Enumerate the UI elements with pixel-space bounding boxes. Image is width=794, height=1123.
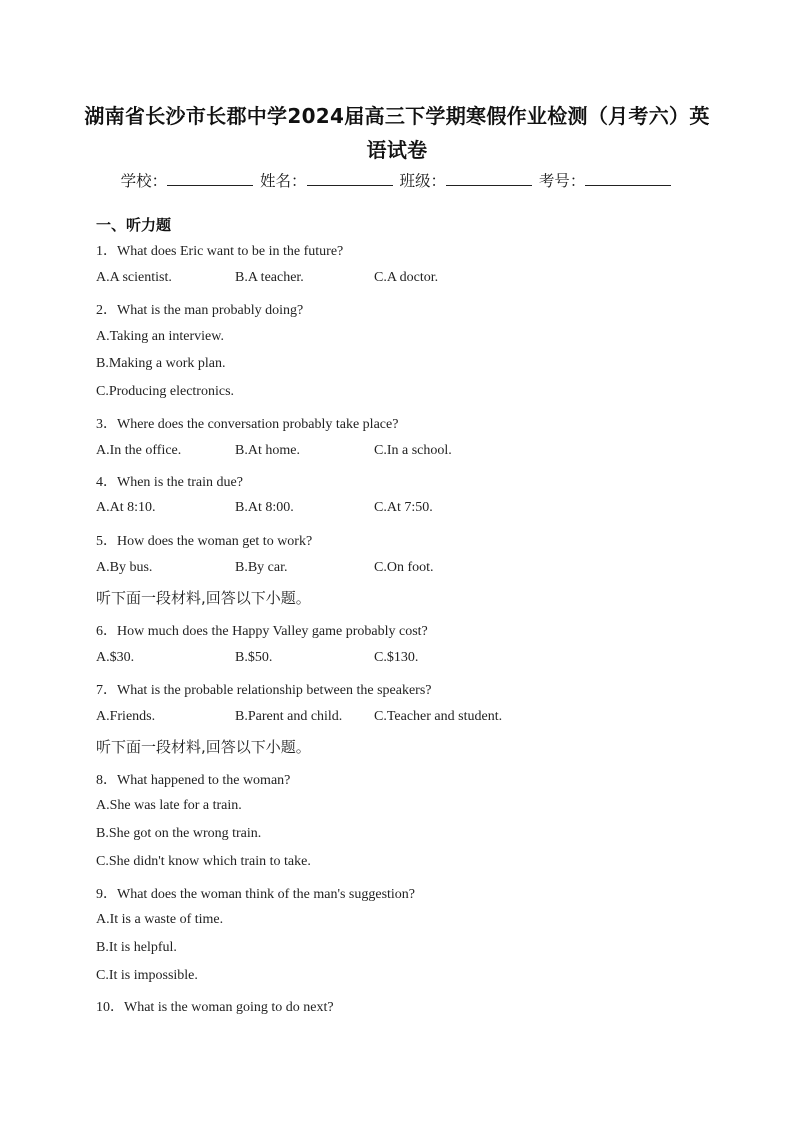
q3-option-b[interactable]: B.At home.	[235, 443, 300, 458]
q3-option-c[interactable]: C.In a school.	[374, 443, 452, 458]
q9-option-a[interactable]: A.It is a waste of time.	[96, 912, 224, 927]
q8-option-a[interactable]: A.She was late for a train.	[96, 798, 242, 813]
question-8: 8．What happened to the woman?	[96, 773, 291, 788]
q1-option-a[interactable]: A.A scientist.	[96, 270, 172, 285]
q9-option-c[interactable]: C.It is impossible.	[96, 968, 198, 983]
number-label: 考号：	[538, 172, 586, 190]
school-label: 学校：	[120, 172, 168, 190]
class-blank[interactable]	[446, 175, 532, 186]
section-heading-listening: 一、听力题	[96, 216, 172, 234]
number-blank[interactable]	[585, 175, 671, 186]
q7-option-a[interactable]: A.Friends.	[96, 709, 156, 724]
class-label: 班级：	[399, 172, 446, 190]
q6-option-c[interactable]: C.$130.	[374, 650, 419, 665]
question-3: 3．Where does the conversation probably take place?	[96, 417, 399, 432]
q2-option-b[interactable]: B.Making a work plan.	[96, 356, 226, 371]
question-1-options	[96, 270, 438, 286]
school-blank[interactable]	[167, 175, 253, 186]
question-7-options	[96, 709, 502, 725]
q1-option-b[interactable]: B.A teacher.	[235, 270, 304, 285]
q8-option-c[interactable]: C.She didn't know which train to take.	[96, 854, 311, 869]
exam-title-line2: 语试卷	[366, 138, 428, 162]
q8-option-b[interactable]: B.She got on the wrong train.	[96, 826, 262, 841]
question-3-options	[96, 443, 452, 459]
q3-option-a[interactable]: A.In the office.	[96, 443, 182, 458]
q5-option-c[interactable]: C.On foot.	[374, 560, 434, 575]
name-label: 姓名：	[260, 172, 307, 190]
q6-option-a[interactable]: A.$30.	[96, 650, 135, 665]
question-4: 4．When is the train due?	[96, 475, 243, 490]
q4-option-c[interactable]: C.At 7:50.	[374, 500, 433, 515]
question-10: 10．What is the woman going to do next?	[96, 1000, 334, 1015]
question-1: 1．What does Eric want to be in the future?	[96, 244, 344, 259]
question-7: 7．What is the probable relationship between the speakers?	[96, 683, 432, 698]
q9-option-b[interactable]: B.It is helpful.	[96, 940, 177, 955]
q4-option-a[interactable]: A.At 8:10.	[96, 500, 156, 515]
question-9: 9．What does the woman think of the man's suggestion?	[96, 887, 416, 902]
q7-option-b[interactable]: B.Parent and child.	[235, 709, 343, 724]
q2-option-a[interactable]: A.Taking an interview.	[96, 329, 224, 344]
q2-option-c[interactable]: C.Producing electronics.	[96, 384, 235, 399]
exam-title-line1: 湖南省长沙市长郡中学2024届高三下学期寒假作业检测（月考六）英	[84, 104, 710, 128]
q5-option-a[interactable]: A.By bus.	[96, 560, 153, 575]
q6-option-b[interactable]: B.$50.	[235, 650, 273, 665]
q1-option-c[interactable]: C.A doctor.	[374, 270, 439, 285]
listening-instruction-2: 听下面一段材料,回答以下小题。	[96, 738, 311, 756]
question-4-options	[96, 500, 433, 516]
name-blank[interactable]	[307, 175, 393, 186]
q4-option-b[interactable]: B.At 8:00.	[235, 500, 294, 515]
student-info-line	[0, 169, 794, 191]
question-6: 6．How much does the Happy Valley game probably cost?	[96, 624, 428, 639]
question-5-options	[96, 560, 434, 576]
question-5: 5．How does the woman get to work?	[96, 534, 313, 549]
exam-title	[80, 99, 714, 167]
question-6-options	[96, 650, 418, 666]
question-2: 2．What is the man probably doing?	[96, 303, 304, 318]
listening-instruction-1: 听下面一段材料,回答以下小题。	[96, 589, 311, 607]
q5-option-b[interactable]: B.By car.	[235, 560, 288, 575]
q7-option-c[interactable]: C.Teacher and student.	[374, 709, 503, 724]
